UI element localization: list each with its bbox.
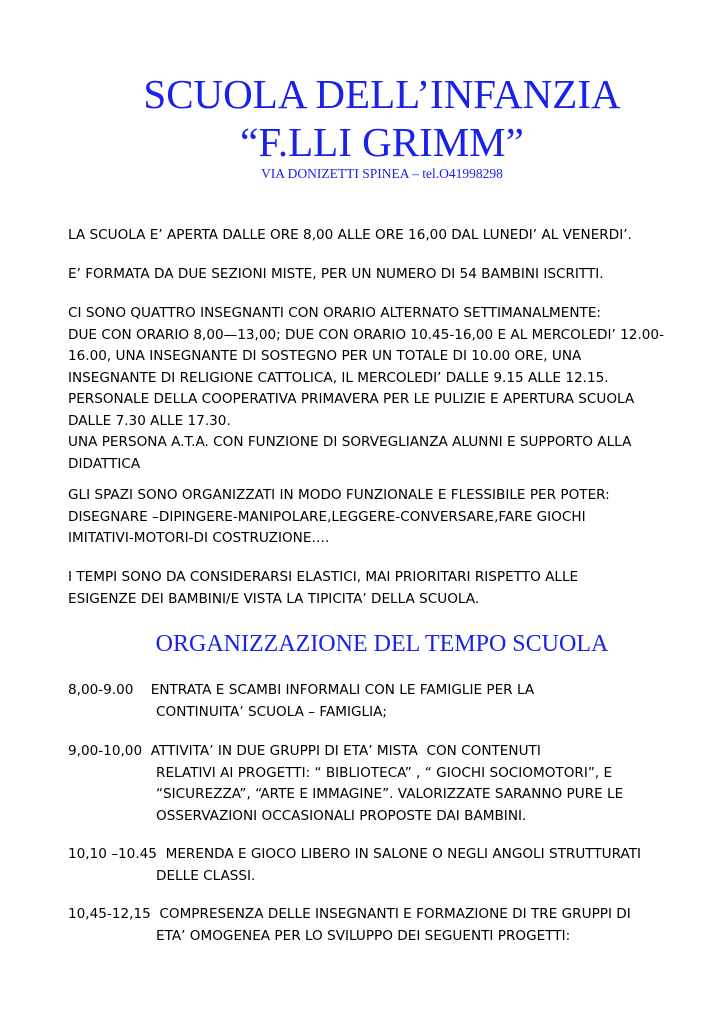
text-line: PERSONALE DELLA COOPERATIVA PRIMAVERA PER LE PULIZIE E APERTURA SCUOLA (68, 391, 635, 407)
text-line: DALLE 7.30 ALLE 17.30. (68, 412, 231, 429)
paragraph-spaces (68, 485, 704, 550)
schedule-item (68, 904, 708, 947)
schedule-first-line (68, 680, 708, 702)
schedule-first-line (68, 904, 708, 926)
schedule-time: 10,10 –10.45 (68, 846, 157, 862)
schedule-item (68, 844, 708, 887)
text-line: ESIGENZE DEI BAMBINI/E VISTA LA TIPICITA’ DELLA SCUOLA. (68, 590, 480, 607)
schedule-continuation: CONTINUITA’ SCUOLA – FAMIGLIA; (156, 703, 387, 720)
paragraph-times (68, 567, 704, 610)
schedule-text: MERENDA E GIOCO LIBERO IN SALONE O NEGLI ANGOLI STRUTTURATI (156, 846, 642, 862)
school-address: VIA DONIZETTI SPINEA – tel.O41998298 (261, 166, 503, 181)
schedule-continuation: OSSERVAZIONI OCCASIONALI PROPOSTE DAI BAMBINI. (156, 807, 527, 824)
text-line: IMITATIVI-MOTORI-DI COSTRUZIONE…. (68, 530, 330, 546)
schedule-item (68, 680, 708, 723)
text-line: 16.00, UNA INSEGNANTE DI SOSTEGNO PER UN TOTALE DI 10.00 ORE, UNA (68, 348, 582, 364)
schedule-time: 10,45-12,15 (68, 906, 151, 922)
schedule-item (68, 741, 708, 827)
section-heading: ORGANIZZAZIONE DEL TEMPO SCUOLA (155, 631, 609, 657)
schedule-continuation: “SICUREZZA”, “ARTE E IMMAGINE”. VALORIZZATE SARANNO PURE LE (156, 786, 624, 802)
text-line: GLI SPAZI SONO ORGANIZZATI IN MODO FUNZIONALE E FLESSIBILE PER POTER: (68, 487, 610, 503)
schedule-continuation: RELATIVI AI PROGETTI: “ BIBLIOTECA” , “ GIOCHI SOCIOMOTORI”, E (156, 764, 613, 781)
schedule-continuation: DELLE CLASSI. (156, 867, 256, 884)
school-name: “F.LLI GRIMM” (240, 119, 524, 165)
text-line: UNA PERSONA A.T.A. CON FUNZIONE DI SORVEGLIANZA ALUNNI E SUPPORTO ALLA (68, 434, 632, 450)
text-line: CI SONO QUATTRO INSEGNANTI CON ORARIO ALTERNATO SETTIMANALMENTE: (68, 305, 602, 321)
schedule-first-line (68, 741, 708, 763)
text-line: INSEGNANTE DI RELIGIONE CATTOLICA, IL MERCOLEDI’ DALLE 9.15 ALLE 12.15. (68, 369, 609, 386)
paragraph-staff (68, 303, 704, 475)
text-line: LA SCUOLA E’ APERTA DALLE ORE 8,00 ALLE ORE 16,00 DAL LUNEDI’ AL VENERDI’. (68, 227, 632, 243)
paragraph-opening-hours (68, 225, 704, 247)
text-line: DUE CON ORARIO 8,00—13,00; DUE CON ORARIO 10.45-16,00 E AL MERCOLEDI’ 12.00- (68, 326, 664, 343)
paragraph-sections (68, 264, 704, 286)
schedule-text: COMPRESENZA DELLE INSEGNANTI E FORMAZIONE DI TRE GRUPPI DI (150, 906, 631, 922)
schedule-continuation: ETA’ OMOGENEA PER LO SVILUPPO DEI SEGUENTI PROGETTI: (156, 927, 571, 944)
text-line: DISEGNARE –DIPINGERE-MANIPOLARE,LEGGERE-CONVERSARE,FARE GIOCHI (68, 508, 586, 525)
schedule-text: ENTRATA E SCAMBI INFORMALI CON LE FAMIGLIE PER LA (133, 682, 535, 698)
text-line: E’ FORMATA DA DUE SEZIONI MISTE, PER UN NUMERO DI 54 BAMBINI ISCRITTI. (68, 266, 604, 282)
text-line: DIDATTICA (68, 455, 141, 472)
schedule-text: ATTIVITA’ IN DUE GRUPPI DI ETA’ MISTA CON CONTENUTI (142, 743, 541, 759)
text-line: I TEMPI SONO DA CONSIDERARSI ELASTICI, MAI PRIORITARI RISPETTO ALLE (68, 569, 579, 585)
schedule-time: 8,00-9.00 (68, 682, 134, 698)
schedule-time: 9,00-10,00 (68, 743, 143, 759)
schedule-first-line (68, 844, 708, 866)
school-title: SCUOLA DELL’INFANZIA (143, 71, 621, 117)
